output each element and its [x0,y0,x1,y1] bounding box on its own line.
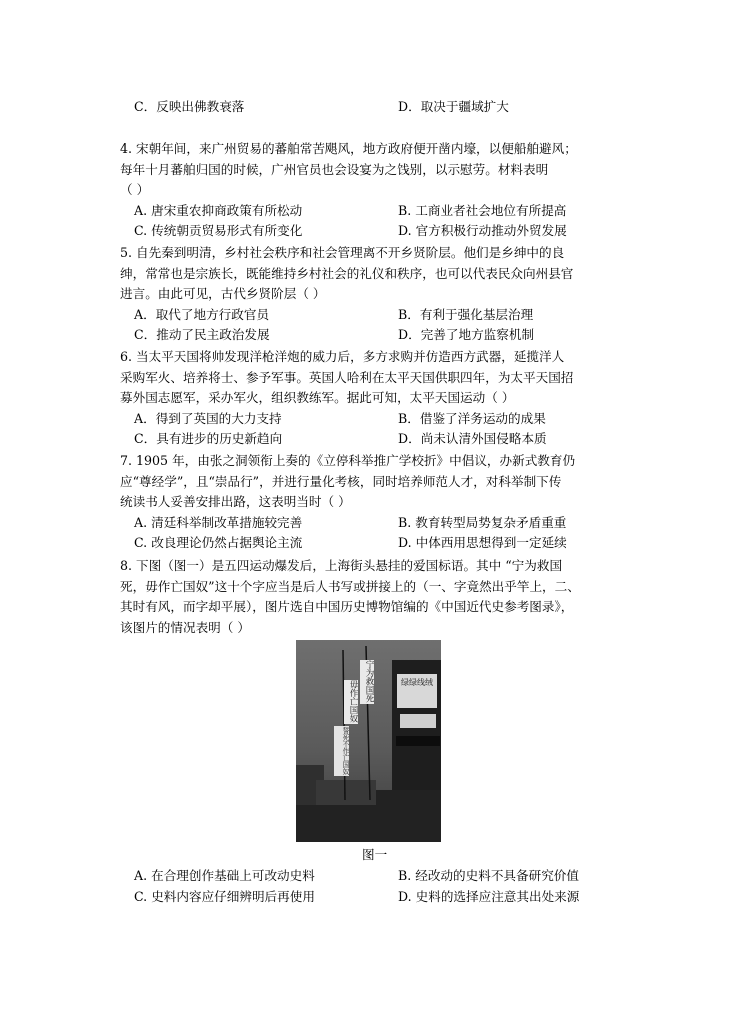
historical-photo-figure [296,640,441,842]
q5-stem-line: 5. 自先秦到明清，乡村社会秩序和社会管理离不开乡贤阶层。他们是乡绅中的良 [120,245,565,260]
photo-slogan-left: 毋作亡国奴 [348,680,358,723]
q6-stem-line: 6. 当太平天国将帅发现洋枪洋炮的威力后，多方求购并仿造西方武器，延揽洋人 [120,349,565,364]
q8-stem-line: 8. 下图（图一）是五四运动爆发后，上海街头悬挂的爱国标语。其中 “宁为救国 [120,558,563,573]
q6-stem [120,347,620,409]
photo-slogan-right: 宁为救国死 [364,660,374,703]
q6-option-b: B．借鉴了洋务运动的成果 [398,411,546,426]
q5-option-d: D．完善了地方监察机制 [398,327,535,342]
q5-option-b: B．有利于强化基层治理 [398,307,534,322]
q7-option-d: D. 中体西用思想得到一定延续 [398,535,567,550]
q7-stem-line: 7. 1905 年，由张之洞领衔上奏的《立停科举推广学校折》中倡议，办新式教育仍 [120,453,576,468]
q7-stem-line: 统读书人妥善安排出路，这表明当时（ ） [120,494,351,510]
q4-stem-line: 4. 宋朝年间，来广州贸易的蕃舶常苦飓风，地方政府便开凿内壕，以便船舶避风； [120,141,577,156]
q7-option-c: C. 改良理论仍然占据舆论主流 [134,535,303,550]
q8-option-b: B. 经改动的史料不具备研究价值 [398,868,579,883]
q8-stem-line: 其时有风，而字却平展），图片选自中国历史博物馆编的《中国近代史参考图录》， [120,599,574,615]
q7-stem [120,451,620,513]
q5-stem-line: 绅，常常也是宗族长，既能维持乡村社会的礼仪和秩序，也可以代表民众向州县官 [120,265,574,281]
q8-option-a: A. 在合理创作基础上可改动史料 [134,868,315,883]
q4-stem-line: 每年十月蕃舶归国的时候，广州官员也会设宴为之饯别，以示慰劳。材料表明 [120,161,549,177]
q4-stem [120,139,620,201]
q8-stem [120,556,620,638]
q8-stem-line: 该图片的情况表明（ ） [120,619,250,635]
q8-stem-line: 死，毋作亡国奴”这十个字应当是后人书写或拼接上的（一、字竟然出乎竿上，二、 [120,578,580,594]
q5-stem [120,243,620,305]
q8-option-c: C. 史料内容应仔细辨明后再使用 [134,889,315,904]
q6-option-c: C．具有进步的历史新趋向 [134,431,283,446]
q3-option-d: D．取决于疆域扩大 [398,99,509,114]
q6-stem-line: 采购军火、培养将士、参予军事。英国人哈利在太平天国供职四年，为太平天国招 [120,369,574,385]
q7-option-a: A. 清廷科举制改革措施较完善 [134,515,303,530]
figure-caption: 图一 [362,847,388,862]
q6-stem-line: 募外国志愿军，采办军火，组织教练军。据此可知，太平天国运动（ ） [120,390,515,406]
q4-option-a: A. 唐宋重农抑商政策有所松动 [134,203,303,218]
q4-option-b: B. 工商业者社会地位有所提高 [398,203,567,218]
photo-shop-sign: 绿绿线绒 [401,678,433,687]
q7-stem-line: 应“尊经学”，且“崇品行”，并进行量化考核，同时培养师范人才，对科举制下传 [120,473,562,489]
q5-stem-line: 进言。由此可见，古代乡贤阶层（ ） [120,286,326,302]
q7-option-b: B. 教育转型局势复杂矛盾重重 [398,515,567,530]
q4-option-d: D. 官方积极行动推动外贸发展 [398,223,567,238]
q4-option-c: C. 传统朝贡贸易形式有所变化 [134,223,303,238]
q5-option-a: A．取代了地方行政官员 [134,307,270,322]
q4-stem-line: （ ） [120,182,150,198]
q6-option-a: A．得到了英国的大力支持 [134,411,282,426]
q6-option-d: D．尚未认清外国侵略本质 [398,431,547,446]
q8-option-d: D. 史料的选择应注意其出处来源 [398,889,580,904]
photo-banner-text: 誓死不作亡国奴 [341,727,349,775]
q5-option-c: C．推动了民主政治发展 [134,327,270,342]
q3-option-c: C．反映出佛教衰落 [134,99,245,114]
